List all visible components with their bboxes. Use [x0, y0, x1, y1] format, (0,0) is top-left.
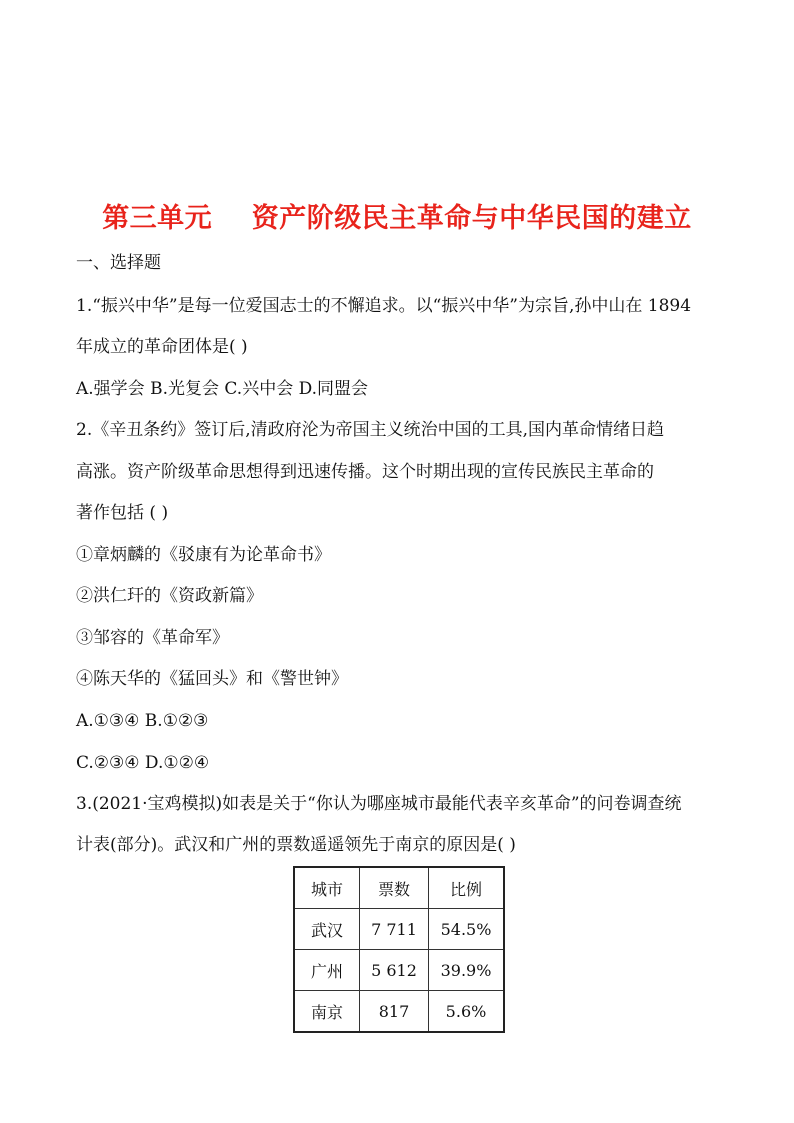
table-cell: 武汉: [294, 909, 360, 950]
q2-item-1: ①章炳麟的《驳康有为论革命书》: [76, 545, 331, 565]
q2-item-2: ②洪仁玕的《资政新篇》: [76, 586, 263, 606]
table-cell: 5 612: [360, 950, 429, 991]
table-row: [294, 991, 504, 1033]
q1-options: A.强学会 B.光复会 C.兴中会 D.同盟会: [76, 379, 369, 399]
table-cell: 5.6%: [429, 991, 505, 1033]
table-cell: 39.9%: [429, 950, 505, 991]
q2-options-1: A.①③④ B.①②③: [76, 711, 209, 731]
q2-line-3: 著作包括 ( ): [76, 503, 169, 523]
q3-line-1: 3.(2021·宝鸡模拟)如表是关于“你认为哪座城市最能代表辛亥革命”的问卷调查统: [76, 794, 682, 814]
table-header-cell: 城市: [294, 867, 360, 909]
table-header-cell: 比例: [429, 867, 505, 909]
q2-item-4: ④陈天华的《猛回头》和《警世钟》: [76, 669, 348, 689]
unit-title: 第三单元 资产阶级民主革命与中华民国的建立: [102, 203, 692, 234]
table-row: [294, 950, 504, 991]
table-header-row: [294, 867, 504, 909]
q1-line-2: 年成立的革命团体是( ): [76, 337, 248, 357]
survey-table: [293, 866, 505, 1033]
table-cell: 南京: [294, 991, 360, 1033]
q3-line-2: 计表(部分)。武汉和广州的票数遥遥领先于南京的原因是( ): [76, 835, 516, 855]
table-cell: 7 711: [360, 909, 429, 950]
table-cell: 817: [360, 991, 429, 1033]
q1-line-1: 1.“振兴中华”是每一位爱国志士的不懈追求。以“振兴中华”为宗旨,孙中山在 1894: [76, 296, 692, 316]
table-cell: 54.5%: [429, 909, 505, 950]
q2-line-1: 2.《辛丑条约》签订后,清政府沦为帝国主义统治中国的工具,国内革命情绪日趋: [76, 420, 665, 440]
section-heading: 一、选择题: [76, 253, 161, 273]
q2-options-2: C.②③④ D.①②④: [76, 753, 210, 773]
table-row: [294, 909, 504, 950]
q2-line-2: 高涨。资产阶级革命思想得到迅速传播。这个时期出现的宣传民族民主革命的: [76, 462, 654, 482]
table-cell: 广州: [294, 950, 360, 991]
q2-item-3: ③邹容的《革命军》: [76, 628, 229, 648]
table-header-cell: 票数: [360, 867, 429, 909]
